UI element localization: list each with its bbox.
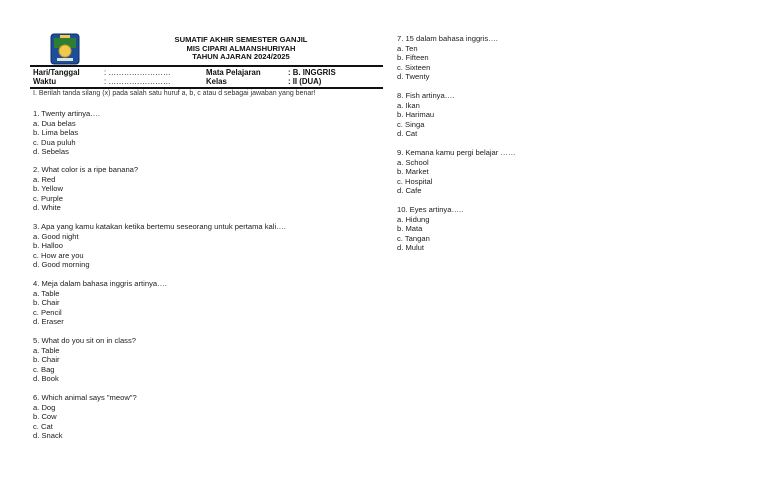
- waktu-value: : ……………………: [104, 77, 171, 86]
- question-text: 8. Fish artinya….: [397, 91, 455, 100]
- option-d: d. Snack: [33, 431, 63, 440]
- option-b: b. Harimau: [397, 110, 435, 119]
- option-a: a. Ikan: [397, 100, 420, 110]
- hari-value: : ……………………: [104, 68, 171, 77]
- question-5: [33, 336, 136, 384]
- option-c: c. Tangan: [397, 233, 430, 243]
- header-school: MIS CIPARI ALMANSHURIYAH: [186, 43, 296, 53]
- option-d: d. Good morning: [33, 260, 90, 269]
- kelas-label: Kelas: [206, 77, 227, 86]
- option-b: b. Market: [397, 167, 429, 176]
- option-a: a. Dog: [33, 402, 56, 412]
- option-d: d. Cafe: [397, 186, 422, 195]
- mapel-value: : B. INGGRIS: [288, 68, 336, 77]
- option-c: c. How are you: [33, 250, 84, 260]
- option-b: b. Cow: [33, 412, 57, 421]
- hari-label: Hari/Tanggal: [33, 68, 80, 77]
- option-d: d. Sebelas: [33, 147, 69, 156]
- option-c: c. Dua puluh: [33, 137, 76, 147]
- header-divider: [30, 65, 383, 67]
- option-c: c. Bag: [33, 364, 55, 374]
- info-divider: [30, 87, 383, 89]
- option-a: a. Hidung: [397, 214, 430, 224]
- option-c: c. Singa: [397, 119, 425, 129]
- option-b: b. Yellow: [33, 184, 63, 193]
- option-b: b. Chair: [33, 355, 60, 364]
- kelas-value: : II (DUA): [288, 77, 322, 86]
- question-text: 10. Eyes artinya…..: [397, 205, 464, 214]
- option-c: c. Hospital: [397, 176, 433, 186]
- option-d: d. Eraser: [33, 317, 64, 326]
- header-year: TAHUN AJARAN 2024/2025: [192, 52, 290, 62]
- option-c: c. Pencil: [33, 307, 62, 317]
- instruction-text: I. Berilah tanda silang (x) pada salah satu huruf a, b, c atau d sebagai jawaban yang benar!: [33, 90, 316, 97]
- question-7: [397, 34, 498, 82]
- question-8: [397, 91, 454, 139]
- waktu-label: Waktu: [33, 77, 57, 86]
- mapel-label: Mata Pelajaran: [206, 68, 261, 77]
- question-text: 4. Meja dalam bahasa inggris artinya….: [33, 279, 167, 288]
- document-header: [150, 36, 332, 62]
- question-text: 7. 15 dalam bahasa inggris….: [397, 34, 498, 43]
- option-d: d. White: [33, 203, 61, 212]
- option-c: c. Purple: [33, 193, 63, 203]
- option-c: c. Sixteen: [397, 62, 431, 72]
- option-a: a. Ten: [397, 43, 418, 53]
- header-title: SUMATIF AKHIR SEMESTER GANJIL: [174, 35, 308, 44]
- question-text: 3. Apa yang kamu katakan ketika bertemu seseorang untuk pertama kali….: [33, 222, 286, 231]
- option-d: d. Twenty: [397, 72, 430, 81]
- school-logo-icon: [50, 33, 80, 65]
- question-text: 2. What color is a ripe banana?: [33, 165, 139, 174]
- option-a: a. Red: [33, 174, 56, 184]
- question-1: [33, 109, 100, 157]
- option-c: c. Cat: [33, 421, 53, 431]
- option-d: d. Book: [33, 374, 59, 383]
- option-a: a. Good night: [33, 231, 79, 241]
- option-b: b. Chair: [33, 298, 60, 307]
- option-a: a. Table: [33, 288, 60, 298]
- question-4: [33, 279, 167, 327]
- question-text: 1. Twenty artinya….: [33, 109, 100, 118]
- question-2: [33, 165, 138, 213]
- question-text: 5. What do you sit on in class?: [33, 336, 136, 345]
- option-b: b. Lima belas: [33, 128, 79, 137]
- option-d: d. Cat: [397, 129, 418, 138]
- question-6: [33, 393, 137, 441]
- question-9: [397, 148, 516, 196]
- question-text: 6. Which animal says "meow"?: [33, 393, 137, 402]
- option-d: d. Mulut: [397, 243, 425, 252]
- option-a: a. Table: [33, 345, 60, 355]
- option-b: b. Halloo: [33, 241, 63, 250]
- option-a: a. School: [397, 157, 429, 167]
- option-b: b. Mata: [397, 224, 423, 233]
- question-10: [397, 205, 463, 253]
- option-b: b. Fifteen: [397, 53, 429, 62]
- question-text: 9. Kemana kamu pergi belajar ……: [397, 148, 516, 157]
- question-3: [33, 222, 286, 270]
- option-a: a. Dua belas: [33, 118, 76, 128]
